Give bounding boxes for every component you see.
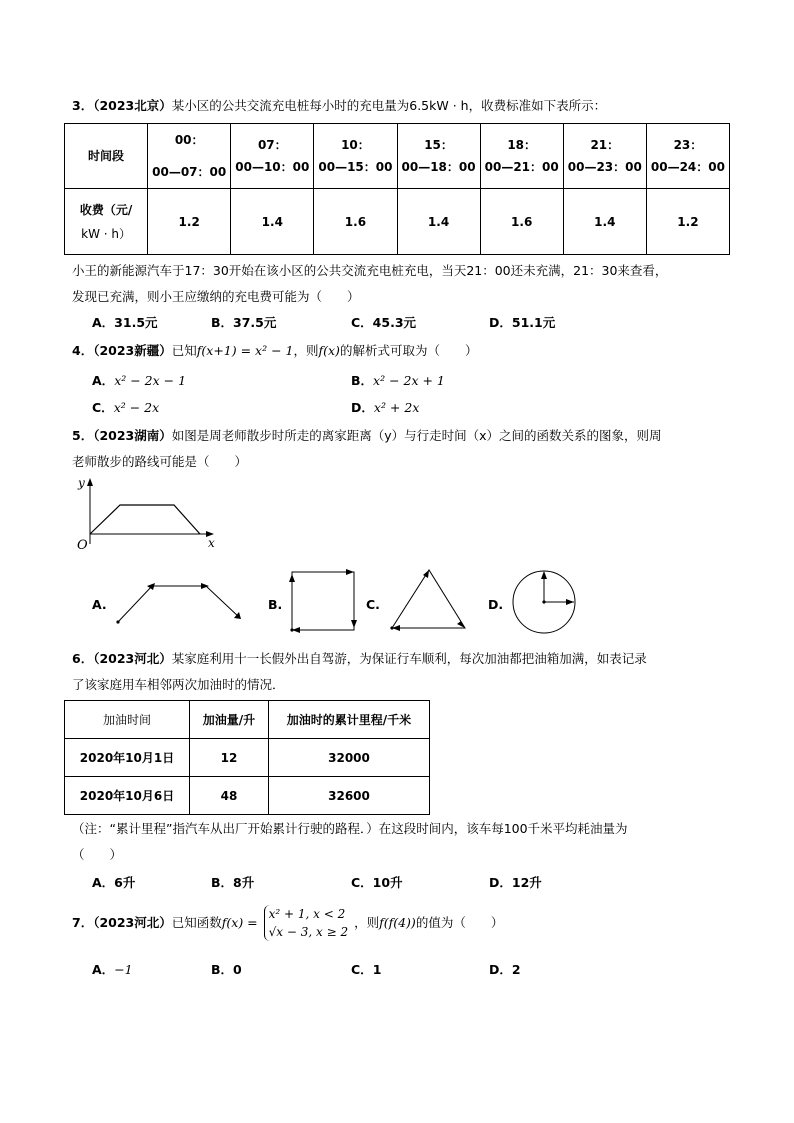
q3-table-header-row	[65, 124, 730, 189]
q4-stem-post: 的解析式可取为（ ）	[339, 343, 478, 358]
q6-cell: 32000	[269, 739, 430, 777]
q7-number: 7．	[72, 915, 94, 930]
q6-header-cell: 加油时间	[65, 701, 190, 739]
arrow-icon	[292, 627, 300, 633]
q6-header-cell: 加油时的累计里程/千米	[269, 701, 430, 739]
q3-fee-cell: 1.4	[397, 189, 480, 255]
q7-option-d[interactable]: D．2	[489, 962, 521, 977]
arrow-icon	[541, 571, 547, 579]
q7-source: （2023河北）	[93, 915, 172, 930]
arrow-icon	[289, 574, 295, 582]
q6-text-line2: 了该家庭用车相邻两次加油时的情况．	[72, 677, 285, 692]
start-point-icon	[116, 620, 119, 623]
q4-number: 4．	[72, 343, 94, 358]
q7-case1: x² + 1, x < 2	[268, 907, 346, 921]
graph-origin-label: O	[77, 538, 88, 553]
q5-option-c-path[interactable]	[386, 566, 470, 634]
q7-option-c[interactable]: C．1	[351, 962, 382, 977]
q4-stem	[72, 341, 477, 359]
q3-fee-cell: 1.6	[314, 189, 397, 255]
q3-period-cell: 23： 00—24：00	[646, 124, 729, 189]
q4-option-b[interactable]: B．x² − 2x + 1	[351, 373, 445, 388]
q4-option-a[interactable]: A．x² − 2x − 1	[92, 373, 187, 388]
q6-table-row	[65, 739, 430, 777]
q3-option-a[interactable]: A．31.5元	[92, 315, 158, 330]
q3-period-cell: 07： 00—10：00	[231, 124, 314, 189]
q3-option-c[interactable]: C．45.3元	[351, 315, 417, 330]
q5-text-line2: 老师散步的路线可能是（ ）	[72, 454, 248, 469]
q6-cell: 12	[190, 739, 269, 777]
q5-option-d-path[interactable]	[510, 568, 580, 636]
q7-piecewise	[264, 905, 348, 941]
q6-table-row	[65, 777, 430, 815]
q3-stem	[72, 96, 606, 114]
start-point-icon	[542, 600, 545, 603]
arrow-icon	[351, 620, 357, 628]
q6-source: （2023河北）	[93, 651, 172, 666]
q3-fee-cell: 1.2	[646, 189, 729, 255]
q5-text-line1	[72, 426, 662, 444]
arrow-icon	[566, 599, 574, 605]
q3-fee-label: 收费（元/ kW · h）	[65, 189, 148, 255]
q6-note-line1: （注：“累计里程”指汽车从出厂开始累计行驶的路程．）在这段时间内，该车每100千米平均耗油量为	[72, 821, 628, 836]
arrow-icon	[147, 583, 155, 590]
q3-source: （2023北京）	[93, 98, 172, 113]
q5-stem-text: 如图是周老师散步时所走的离家距离（y）与行走时间（x）之间的函数关系的图象，则周	[171, 428, 662, 443]
q3-fee-cell: 1.2	[148, 189, 231, 255]
q6-fuel-table	[64, 700, 430, 815]
q7-stem	[72, 903, 503, 943]
distance-curve	[90, 505, 200, 534]
q5-source: （2023湖南）	[93, 428, 172, 443]
q6-note-line2: （ ）	[72, 847, 123, 862]
q5-option-a-path[interactable]	[112, 578, 244, 628]
q5-option-b-label[interactable]: B.	[268, 597, 283, 612]
q3-header-label: 时间段	[65, 124, 148, 189]
arrow-icon	[457, 621, 465, 628]
q3-fee-cell: 1.4	[563, 189, 646, 255]
q7-stem-post: 的值为（ ）	[415, 915, 504, 930]
q4-source: （2023新疆）	[93, 343, 172, 358]
q7-option-b[interactable]: B．0	[211, 962, 242, 977]
q3-table-fee-row	[65, 189, 730, 255]
q3-period-cell: 21： 00—23：00	[563, 124, 646, 189]
q6-cell: 48	[190, 777, 269, 815]
q6-option-d[interactable]: D．12升	[489, 875, 542, 890]
q6-cell: 32600	[269, 777, 430, 815]
q7-stem-mid: ，则	[354, 915, 380, 930]
q7-ffx: f(f(4))	[379, 915, 416, 930]
q6-header-cell: 加油量/升	[190, 701, 269, 739]
graph-x-label: x	[208, 536, 215, 550]
q7-option-a[interactable]: A．−1	[92, 962, 133, 977]
q4-fx: f(x)	[318, 343, 340, 358]
q3-number: 3．	[72, 98, 94, 113]
q3-option-b[interactable]: B．37.5元	[211, 315, 277, 330]
q5-option-b-path[interactable]	[286, 568, 358, 634]
q3-fee-cell: 1.6	[480, 189, 563, 255]
q3-fee-table	[64, 123, 730, 255]
q6-option-a[interactable]: A．6升	[92, 875, 136, 890]
q3-option-d[interactable]: D．51.1元	[489, 315, 556, 330]
q3-period-cell: 15： 00—18：00	[397, 124, 480, 189]
q3-text-line2: 发现已充满，则小王应缴纳的充电费可能为（ ）	[72, 289, 360, 304]
q6-number: 6．	[72, 651, 94, 666]
q3-text-line1: 小王的新能源汽车于17：30开始在该小区的公共交流充电桩充电，当天21：00还未充满，21：30来查看，	[72, 263, 668, 278]
q5-option-d-label[interactable]: D.	[488, 597, 504, 612]
q4-stem-mid: ，则	[293, 343, 319, 358]
q6-cell: 2020年10月1日	[65, 739, 190, 777]
q7-fx: f(x) =	[221, 915, 258, 930]
q6-option-c[interactable]: C．10升	[351, 875, 403, 890]
arrow-icon	[423, 570, 429, 578]
q3-stem-text: 某小区的公共交流充电桩每小时的充电量为6.5kW · h，收费标准如下表所示：	[171, 98, 607, 113]
q6-text-line1	[72, 649, 647, 667]
y-axis-arrow-icon	[87, 478, 93, 486]
q3-period-cell: 10： 00—15：00	[314, 124, 397, 189]
q5-option-c-label[interactable]: C.	[366, 597, 380, 612]
q4-stem-pre: 已知	[171, 343, 197, 358]
q4-option-c[interactable]: C．x² − 2x	[92, 400, 160, 415]
arrow-icon	[346, 569, 354, 575]
q4-given: f(x+1) = x² − 1	[196, 343, 294, 358]
q3-period-cell: 18： 00—21：00	[480, 124, 563, 189]
q7-case2: √x − 3, x ≥ 2	[268, 925, 349, 939]
q7-stem-pre: 已知函数	[171, 915, 222, 930]
q5-number: 5．	[72, 428, 94, 443]
q3-period-cell: 00： 00—07：00	[148, 124, 231, 189]
q6-option-b[interactable]: B．8升	[211, 875, 255, 890]
q4-option-d[interactable]: D．x² + 2x	[351, 400, 420, 415]
q5-option-a-label[interactable]: A.	[92, 597, 107, 612]
graph-y-label: y	[78, 476, 85, 490]
q5-distance-time-graph	[70, 476, 220, 552]
q6-table-header-row	[65, 701, 430, 739]
q3-fee-cell: 1.4	[231, 189, 314, 255]
q6-cell: 2020年10月6日	[65, 777, 190, 815]
q6-stem-text: 某家庭利用十一长假外出自驾游，为保证行车顺利，每次加油都把油箱加满，如表记录	[171, 651, 647, 666]
